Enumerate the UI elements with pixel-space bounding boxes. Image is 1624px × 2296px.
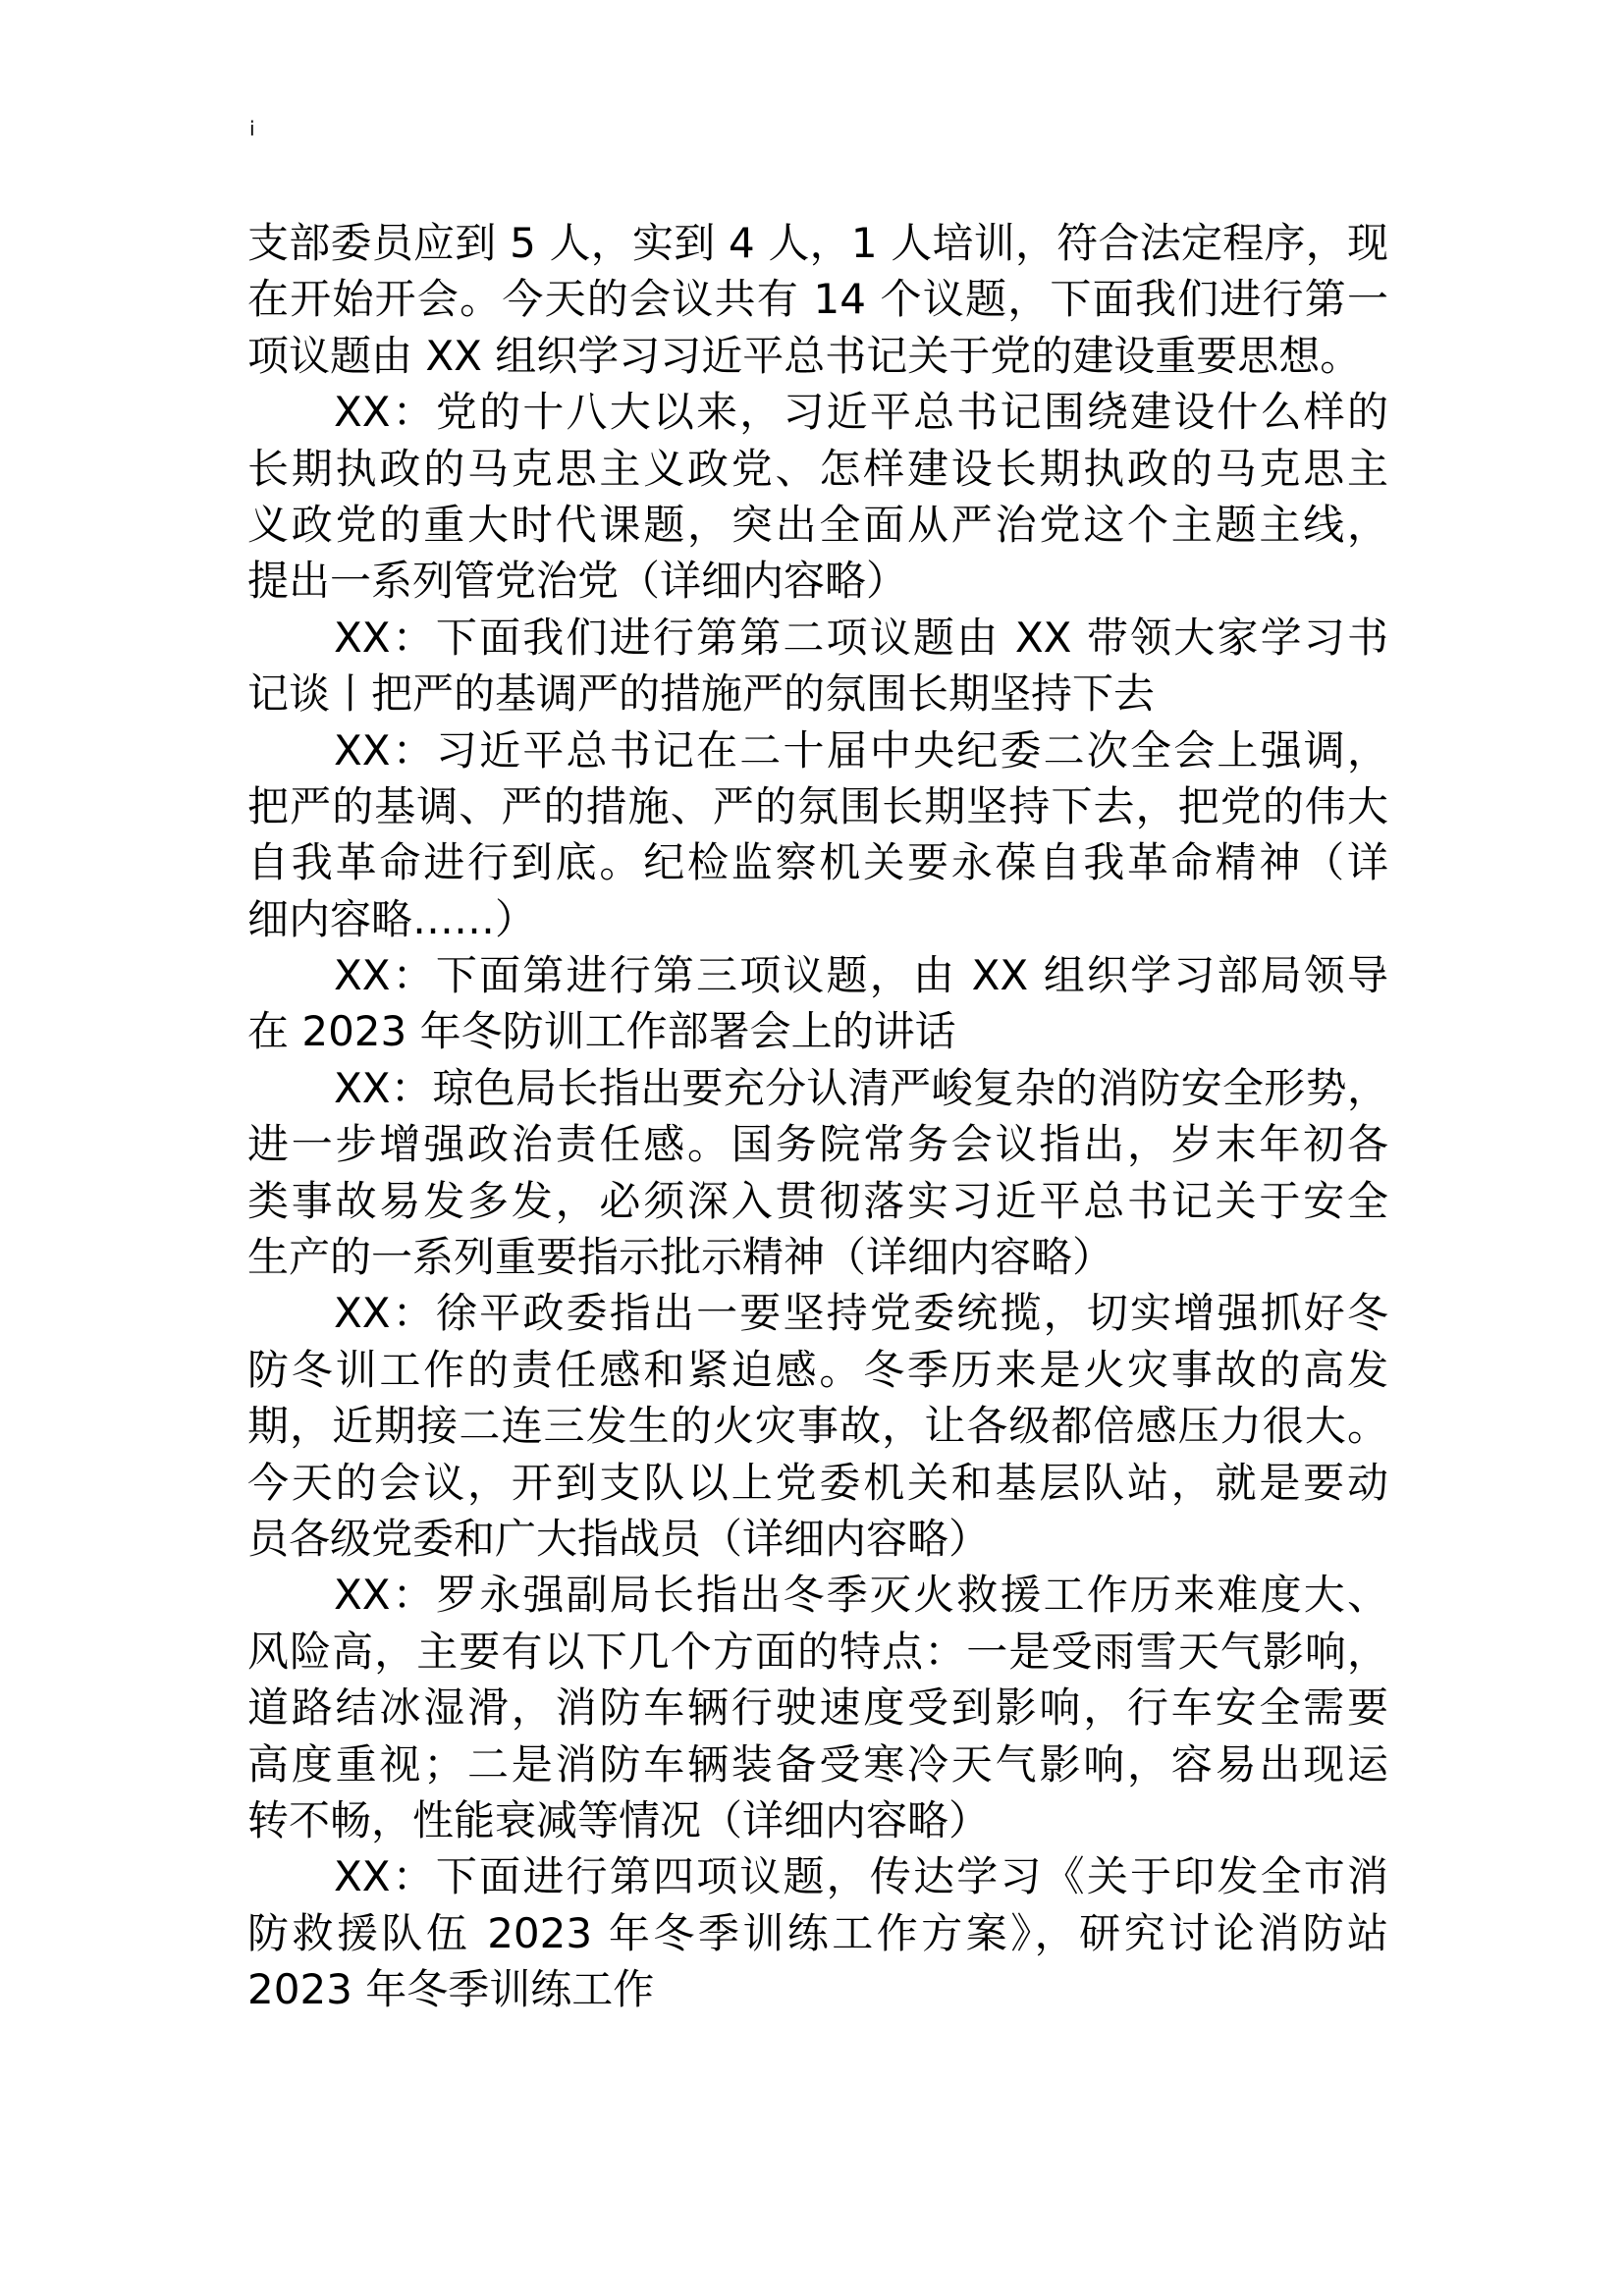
paragraph-line: 提出一系列管党治党（详细内容略） <box>247 557 908 606</box>
paragraph-line: 员各级党委和广大指战员（详细内容略） <box>247 1514 991 1563</box>
paragraph-line: 转不畅，性能衰减等情况（详细内容略） <box>247 1795 991 1844</box>
paragraph <box>247 215 1388 384</box>
paragraph-line: 道路结冰湿滑，消防车辆行驶速度受到影响，行车安全需要 <box>247 1683 1388 1733</box>
paragraph-line: 进一步增强政治责任感。国务院常务会议指出，岁末年初各 <box>247 1120 1388 1169</box>
paragraph <box>247 722 1388 948</box>
paragraph-line: XX：下面进行第四项议题，传达学习《关于印发全市消 <box>334 1852 1388 1901</box>
paragraph <box>247 610 1388 722</box>
paragraph-line: 生产的一系列重要指示批示精神（详细内容略） <box>247 1233 1114 1282</box>
paragraph-line: XX：党的十八大以来，习近平总书记围绕建设什么样的 <box>334 388 1388 437</box>
paragraph-line: 支部委员应到 5 人，实到 4 人，1 人培训，符合法定程序，现 <box>247 219 1388 267</box>
paragraph-line: 在 2023 年冬防训工作部署会上的讲话 <box>247 1007 956 1056</box>
paragraph <box>247 947 1388 1060</box>
paragraph-line: XX：徐平政委指出一要坚持党委统揽，切实增强抓好冬 <box>334 1289 1388 1338</box>
paragraph-line: XX：下面第进行第三项议题，由 XX 组织学习部局领导 <box>334 951 1388 1000</box>
paragraph <box>247 1060 1388 1286</box>
paragraph-line: 把严的基调、严的措施、严的氛围长期坚持下去，把党的伟大 <box>247 781 1388 830</box>
paragraph <box>247 1285 1388 1567</box>
paragraph-line: 项议题由 XX 组织学习习近平总书记关于党的建设重要思想。 <box>247 331 1362 380</box>
page-marker: i <box>249 117 255 140</box>
paragraph-line: XX：下面我们进行第第二项议题由 XX 带领大家学习书 <box>334 613 1388 662</box>
paragraph-line: 义政党的重大时代课题，突出全面从严治党这个主题主线， <box>247 500 1388 549</box>
paragraph-line: 高度重视；二是消防车辆装备受寒冷天气影响，容易出现运 <box>247 1739 1388 1789</box>
paragraph-line: XX：罗永强副局长指出冬季灭火救援工作历来难度大、 <box>334 1571 1388 1620</box>
document-body <box>247 215 1388 2018</box>
paragraph-line: 2023 年冬季训练工作 <box>247 1965 655 2014</box>
paragraph-line: 细内容略……） <box>247 894 537 943</box>
paragraph-line: 长期执政的马克思主义政党、怎样建设长期执政的马克思主 <box>247 444 1388 493</box>
paragraph-line: 类事故易发多发，必须深入贯彻落实习近平总书记关于安全 <box>247 1176 1388 1225</box>
paragraph-line: XX：习近平总书记在二十届中央纪委二次全会上强调， <box>334 725 1388 774</box>
paragraph-line: 风险高，主要有以下几个方面的特点：一是受雨雪天气影响， <box>247 1627 1388 1676</box>
paragraph <box>247 1567 1388 1848</box>
paragraph <box>247 1848 1388 2017</box>
paragraph-line: 防救援队伍 2023 年冬季训练工作方案》，研究讨论消防站 <box>247 1908 1388 1957</box>
paragraph-line: XX：琼色局长指出要充分认清严峻复杂的消防安全形势， <box>334 1063 1388 1112</box>
paragraph-line: 今天的会议，开到支队以上党委机关和基层队站，就是要动 <box>247 1458 1388 1507</box>
paragraph-line: 自我革命进行到底。纪检监察机关要永葆自我革命精神（详 <box>247 838 1388 887</box>
paragraph-line: 期，近期接二连三发生的火灾事故，让各级都倍感压力很大。 <box>247 1402 1388 1451</box>
paragraph-line: 记谈丨把严的基调严的措施严的氛围长期坚持下去 <box>247 669 1156 719</box>
paragraph-line: 防冬训工作的责任感和紧迫感。冬季历来是火灾事故的高发 <box>247 1345 1388 1394</box>
paragraph <box>247 384 1388 610</box>
paragraph-line: 在开始开会。今天的会议共有 14 个议题，下面我们进行第一 <box>247 275 1388 324</box>
